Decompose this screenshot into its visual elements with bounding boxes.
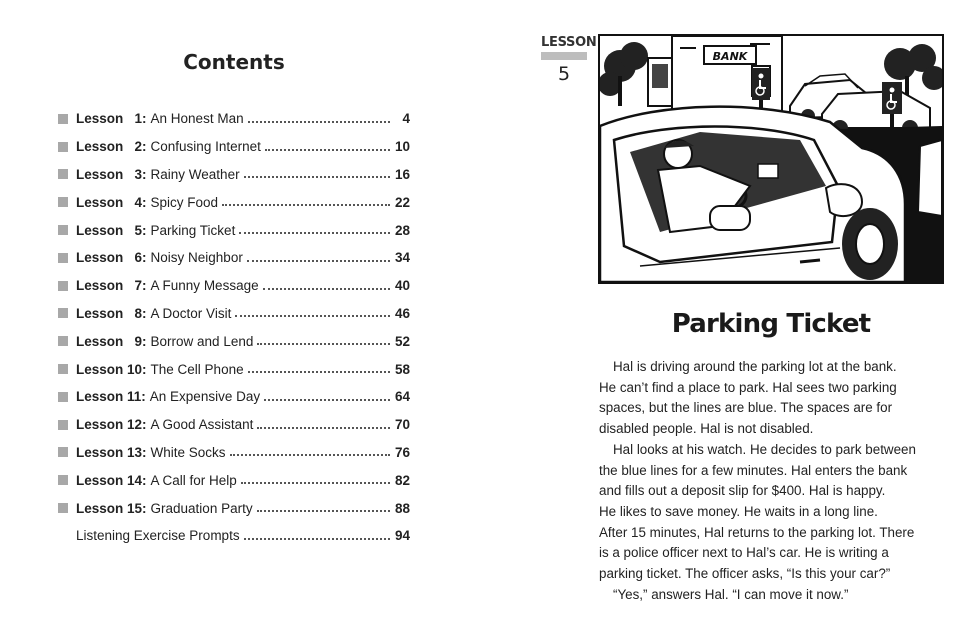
- toc-lesson-label: Lesson 1:: [76, 111, 147, 127]
- toc-lesson-name: A Doctor Visit: [150, 305, 232, 321]
- contents-list: [58, 105, 410, 550]
- toc-lesson-name: The Cell Phone: [150, 361, 244, 377]
- story-line: disabled people. Hal is not disabled.: [599, 421, 814, 437]
- lesson-illustration: [598, 34, 944, 284]
- toc-page-number: 64: [394, 389, 410, 405]
- toc-lesson-name: A Call for Help: [150, 472, 237, 488]
- story-line: He can’t find a place to park. Hal sees two parking: [599, 379, 897, 395]
- toc-lesson-name: Borrow and Lend: [150, 333, 254, 349]
- toc-entry[interactable]: [58, 105, 410, 133]
- toc-lesson-name: An Expensive Day: [149, 389, 261, 405]
- toc-entry[interactable]: [58, 216, 410, 244]
- toc-entry[interactable]: [58, 411, 410, 439]
- story-line: spaces, but the lines are blue. The spaces are for: [599, 400, 893, 416]
- square-bullet-icon: [58, 447, 68, 457]
- square-bullet-icon: [58, 225, 68, 235]
- dot-leader: [264, 399, 390, 401]
- toc-lesson-label: Lesson 10:: [76, 361, 147, 377]
- toc-entry[interactable]: [58, 244, 410, 272]
- story-line: “Yes,” answers Hal. “I can move it now.”: [613, 586, 849, 602]
- dot-leader: [239, 232, 390, 234]
- toc-lesson-label: Lesson 8:: [76, 305, 147, 321]
- square-bullet-icon: [58, 308, 68, 318]
- contents-page: [0, 0, 486, 618]
- story-line: He likes to save money. He waits in a long line.: [599, 503, 878, 519]
- toc-entry[interactable]: [58, 522, 410, 550]
- toc-entry[interactable]: [58, 466, 410, 494]
- dot-leader: [257, 427, 390, 429]
- dot-leader: [263, 288, 390, 290]
- toc-lesson-label: Lesson 3:: [76, 166, 147, 182]
- toc-page-number: 40: [394, 278, 410, 294]
- story-line: After 15 minutes, Hal returns to the parking lot. There: [599, 524, 915, 540]
- toc-lesson-name: Confusing Internet: [150, 139, 261, 155]
- toc-lesson-label: Lesson 14:: [76, 472, 147, 488]
- toc-lesson-name: A Funny Message: [150, 278, 259, 294]
- story-line: and fills out a deposit slip for $400. Hal is happy.: [599, 483, 886, 499]
- toc-page-number: 52: [394, 333, 410, 349]
- lesson-tag-bar: [541, 52, 587, 60]
- parking-lot-drawing: [600, 36, 942, 282]
- square-bullet-icon: [58, 142, 68, 152]
- story-line: the blue lines for a few minutes. Hal enters the bank: [599, 462, 908, 478]
- dot-leader: [265, 149, 390, 151]
- square-bullet-icon: [58, 253, 68, 263]
- toc-lesson-name: An Honest Man: [150, 111, 244, 127]
- toc-lesson-label: Lesson 15:: [76, 500, 147, 516]
- toc-entry[interactable]: [58, 133, 410, 161]
- toc-lesson-label: Lesson 9:: [76, 333, 147, 349]
- square-bullet-icon: [58, 169, 68, 179]
- bank-sign: BANK: [712, 50, 748, 63]
- dot-leader: [222, 204, 390, 206]
- toc-page-number: 88: [394, 500, 410, 516]
- square-bullet-icon: [58, 114, 68, 124]
- toc-lesson-name: Listening Exercise Prompts: [76, 528, 240, 544]
- square-bullet-icon: [58, 503, 68, 513]
- toc-page-number: 28: [394, 222, 410, 238]
- dot-leader: [257, 343, 390, 345]
- toc-entry[interactable]: [58, 439, 410, 467]
- toc-entry[interactable]: [58, 327, 410, 355]
- toc-entry[interactable]: [58, 383, 410, 411]
- story-line: is a police officer next to Hal’s car. He is writing a: [599, 545, 889, 561]
- toc-page-number: 58: [394, 361, 410, 377]
- dot-leader: [230, 454, 390, 456]
- toc-page-number: 70: [394, 417, 410, 433]
- story-body: [599, 357, 949, 605]
- square-bullet-icon: [58, 392, 68, 402]
- toc-lesson-name: Noisy Neighbor: [150, 250, 243, 266]
- toc-page-number: 10: [394, 139, 410, 155]
- lesson-number: 5: [557, 63, 571, 85]
- toc-page-number: 4: [402, 111, 410, 127]
- square-bullet-icon: [58, 281, 68, 291]
- toc-page-number: 82: [394, 472, 410, 488]
- toc-lesson-name: Spicy Food: [150, 194, 219, 210]
- toc-page-number: 22: [394, 194, 410, 210]
- dot-leader: [241, 482, 390, 484]
- toc-lesson-label: Lesson 5:: [76, 222, 147, 238]
- toc-lesson-name: A Good Assistant: [150, 417, 254, 433]
- toc-entry[interactable]: [58, 161, 410, 189]
- toc-lesson-label: Lesson 6:: [76, 250, 147, 266]
- square-bullet-icon: [58, 197, 68, 207]
- dot-leader: [248, 371, 390, 373]
- square-bullet-icon: [58, 336, 68, 346]
- dot-leader: [247, 260, 390, 262]
- toc-page-number: 76: [394, 444, 410, 460]
- dot-leader: [257, 510, 390, 512]
- toc-lesson-label: Lesson 2:: [76, 139, 147, 155]
- lesson-tag-word: LESSON: [541, 35, 597, 50]
- toc-entry[interactable]: [58, 300, 410, 328]
- lesson-page: [486, 0, 973, 618]
- toc-lesson-label: Lesson 4:: [76, 194, 147, 210]
- toc-lesson-label: Lesson 11:: [76, 389, 146, 405]
- lesson-tag: [541, 35, 597, 85]
- contents-title: Contents: [183, 50, 285, 74]
- toc-page-number: 16: [394, 166, 410, 182]
- dot-leader: [235, 315, 390, 317]
- toc-lesson-name: White Socks: [150, 444, 226, 460]
- square-bullet-icon: [58, 420, 68, 430]
- toc-page-number: 34: [394, 250, 410, 266]
- story-line: Hal is driving around the parking lot at the bank.: [613, 359, 897, 374]
- toc-entry[interactable]: [58, 272, 410, 300]
- dot-leader: [244, 176, 390, 178]
- toc-lesson-name: Rainy Weather: [150, 166, 240, 182]
- story-line: Hal looks at his watch. He decides to park between: [613, 441, 916, 457]
- dot-leader: [248, 121, 390, 123]
- toc-lesson-label: Lesson 12:: [76, 417, 147, 433]
- story-title: Parking Ticket: [671, 309, 871, 339]
- toc-lesson-label: Lesson 7:: [76, 278, 147, 294]
- square-bullet-icon: [58, 475, 68, 485]
- toc-entry[interactable]: [58, 355, 410, 383]
- toc-entry[interactable]: [58, 188, 410, 216]
- toc-entry[interactable]: [58, 494, 410, 522]
- dot-leader: [244, 538, 390, 540]
- toc-lesson-name: Graduation Party: [150, 500, 253, 516]
- toc-page-number: 46: [394, 305, 410, 321]
- toc-lesson-name: Parking Ticket: [150, 222, 236, 238]
- story-line: parking ticket. The officer asks, “Is this your car?”: [599, 566, 891, 582]
- square-bullet-icon: [58, 364, 68, 374]
- toc-lesson-label: Lesson 13:: [76, 444, 147, 460]
- toc-page-number: 94: [394, 528, 410, 544]
